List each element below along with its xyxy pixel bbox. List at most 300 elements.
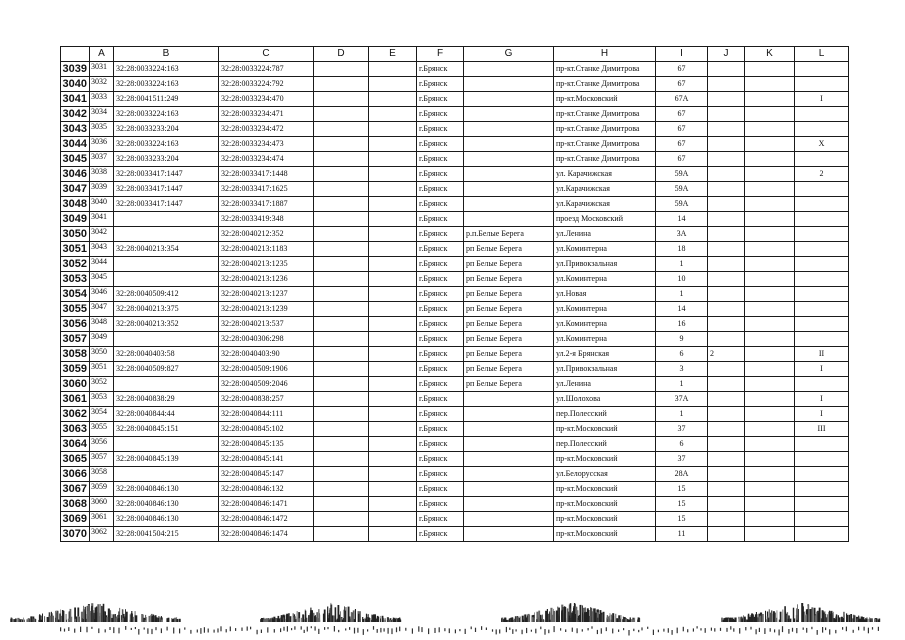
cell-b[interactable]: 32:28:0033233:204 [114, 122, 219, 137]
cell-i[interactable]: 1 [656, 257, 708, 272]
cell-c[interactable]: 32:28:0033234:471 [219, 107, 314, 122]
cell-f[interactable]: г.Брянск [417, 197, 464, 212]
cell-l[interactable] [795, 512, 849, 527]
row-number-cell[interactable]: 3042 [61, 107, 90, 122]
cell-c[interactable]: 32:28:0040212:352 [219, 227, 314, 242]
cell-b[interactable] [114, 467, 219, 482]
cell-f[interactable]: г.Брянск [417, 242, 464, 257]
cell-b[interactable]: 32:28:0041504:215 [114, 527, 219, 542]
cell-a[interactable]: 3047 [90, 302, 114, 317]
cell-c[interactable]: 32:28:0033417:1448 [219, 167, 314, 182]
cell-h[interactable]: пр-кт.Московский [554, 422, 656, 437]
cell-b[interactable]: 32:28:0033233:204 [114, 152, 219, 167]
cell-k[interactable] [745, 107, 795, 122]
cell-b[interactable]: 32:28:0033224:163 [114, 137, 219, 152]
column-header-f[interactable]: F [417, 47, 464, 62]
cell-g[interactable]: рп Белые Берега [464, 257, 554, 272]
cell-i[interactable]: 6 [656, 347, 708, 362]
row-number-cell[interactable]: 3055 [61, 302, 90, 317]
cell-l[interactable]: 2 [795, 167, 849, 182]
cell-e[interactable] [369, 92, 417, 107]
cell-j[interactable] [708, 332, 745, 347]
cell-e[interactable] [369, 197, 417, 212]
cell-e[interactable] [369, 122, 417, 137]
cell-b[interactable]: 32:28:0033417:1447 [114, 197, 219, 212]
cell-g[interactable] [464, 407, 554, 422]
cell-d[interactable] [314, 407, 369, 422]
cell-k[interactable] [745, 137, 795, 152]
column-header-j[interactable]: J [708, 47, 745, 62]
cell-h[interactable]: ул.Коминтерна [554, 317, 656, 332]
cell-c[interactable]: 32:28:0033234:474 [219, 152, 314, 167]
cell-h[interactable]: ул.Белорусская [554, 467, 656, 482]
cell-e[interactable] [369, 137, 417, 152]
cell-l[interactable] [795, 182, 849, 197]
cell-j[interactable] [708, 287, 745, 302]
cell-b[interactable] [114, 227, 219, 242]
cell-b[interactable] [114, 437, 219, 452]
cell-i[interactable]: 6 [656, 437, 708, 452]
cell-j[interactable] [708, 107, 745, 122]
cell-f[interactable]: г.Брянск [417, 167, 464, 182]
cell-a[interactable]: 3035 [90, 122, 114, 137]
cell-h[interactable]: пер.Полесский [554, 437, 656, 452]
cell-h[interactable]: ул.Ленина [554, 377, 656, 392]
cell-c[interactable]: 32:28:0040845:135 [219, 437, 314, 452]
cell-j[interactable]: 2 [708, 347, 745, 362]
cell-g[interactable]: рп Белые Берега [464, 332, 554, 347]
row-number-cell[interactable]: 3051 [61, 242, 90, 257]
cell-j[interactable] [708, 227, 745, 242]
cell-b[interactable]: 32:28:0040846:130 [114, 497, 219, 512]
row-number-cell[interactable]: 3043 [61, 122, 90, 137]
cell-k[interactable] [745, 242, 795, 257]
cell-f[interactable]: г.Брянск [417, 272, 464, 287]
cell-l[interactable] [795, 437, 849, 452]
cell-g[interactable]: рп Белые Берега [464, 287, 554, 302]
cell-g[interactable] [464, 212, 554, 227]
cell-l[interactable] [795, 497, 849, 512]
cell-h[interactable]: пр-кт.Станке Димитрова [554, 107, 656, 122]
cell-h[interactable]: ул.Привокзальная [554, 362, 656, 377]
cell-a[interactable]: 3032 [90, 77, 114, 92]
cell-e[interactable] [369, 347, 417, 362]
cell-l[interactable] [795, 122, 849, 137]
corner-cell[interactable] [61, 47, 90, 62]
cell-e[interactable] [369, 152, 417, 167]
cell-f[interactable]: г.Брянск [417, 512, 464, 527]
cell-d[interactable] [314, 107, 369, 122]
row-number-cell[interactable]: 3048 [61, 197, 90, 212]
row-number-cell[interactable]: 3061 [61, 392, 90, 407]
column-header-l[interactable]: L [795, 47, 849, 62]
cell-k[interactable] [745, 302, 795, 317]
cell-e[interactable] [369, 407, 417, 422]
cell-c[interactable]: 32:28:0040846:1471 [219, 497, 314, 512]
cell-f[interactable]: г.Брянск [417, 122, 464, 137]
cell-j[interactable] [708, 407, 745, 422]
cell-k[interactable] [745, 422, 795, 437]
cell-b[interactable]: 32:28:0040213:352 [114, 317, 219, 332]
cell-b[interactable]: 32:28:0041511:249 [114, 92, 219, 107]
cell-h[interactable]: пр-кт.Московский [554, 482, 656, 497]
cell-i[interactable]: 15 [656, 482, 708, 497]
cell-j[interactable] [708, 62, 745, 77]
cell-j[interactable] [708, 152, 745, 167]
cell-b[interactable]: 32:28:0040403:58 [114, 347, 219, 362]
cell-i[interactable]: 59А [656, 182, 708, 197]
cell-b[interactable]: 32:28:0040845:151 [114, 422, 219, 437]
cell-d[interactable] [314, 197, 369, 212]
cell-c[interactable]: 32:28:0040845:147 [219, 467, 314, 482]
cell-i[interactable]: 59А [656, 197, 708, 212]
cell-j[interactable] [708, 122, 745, 137]
cell-i[interactable]: 1 [656, 407, 708, 422]
cell-b[interactable]: 32:28:0033224:163 [114, 107, 219, 122]
cell-l[interactable] [795, 302, 849, 317]
cell-j[interactable] [708, 437, 745, 452]
cell-d[interactable] [314, 152, 369, 167]
cell-b[interactable] [114, 257, 219, 272]
cell-i[interactable]: 3 [656, 362, 708, 377]
cell-l[interactable] [795, 242, 849, 257]
cell-g[interactable] [464, 107, 554, 122]
cell-b[interactable]: 32:28:0033224:163 [114, 77, 219, 92]
cell-h[interactable]: пр-кт.Станке Димитрова [554, 77, 656, 92]
cell-b[interactable]: 32:28:0040846:130 [114, 512, 219, 527]
cell-i[interactable]: 67 [656, 122, 708, 137]
cell-k[interactable] [745, 377, 795, 392]
cell-k[interactable] [745, 197, 795, 212]
cell-h[interactable]: ул.Коминтерна [554, 332, 656, 347]
cell-e[interactable] [369, 107, 417, 122]
cell-b[interactable]: 32:28:0040509:412 [114, 287, 219, 302]
cell-b[interactable] [114, 332, 219, 347]
row-number-cell[interactable]: 3047 [61, 182, 90, 197]
cell-b[interactable]: 32:28:0033224:163 [114, 62, 219, 77]
cell-l[interactable]: I [795, 92, 849, 107]
cell-a[interactable]: 3052 [90, 377, 114, 392]
cell-j[interactable] [708, 527, 745, 542]
column-header-i[interactable]: I [656, 47, 708, 62]
cell-k[interactable] [745, 122, 795, 137]
cell-j[interactable] [708, 77, 745, 92]
cell-a[interactable]: 3054 [90, 407, 114, 422]
cell-e[interactable] [369, 302, 417, 317]
cell-f[interactable]: г.Брянск [417, 467, 464, 482]
cell-h[interactable]: пр-кт.Московский [554, 452, 656, 467]
cell-f[interactable]: г.Брянск [417, 317, 464, 332]
cell-c[interactable]: 32:28:0040509:1906 [219, 362, 314, 377]
cell-g[interactable]: рп Белые Берега [464, 317, 554, 332]
cell-l[interactable] [795, 332, 849, 347]
row-number-cell[interactable]: 3059 [61, 362, 90, 377]
cell-j[interactable] [708, 242, 745, 257]
cell-f[interactable]: г.Брянск [417, 377, 464, 392]
cell-j[interactable] [708, 137, 745, 152]
cell-a[interactable]: 3042 [90, 227, 114, 242]
cell-g[interactable] [464, 437, 554, 452]
cell-a[interactable]: 3043 [90, 242, 114, 257]
cell-d[interactable] [314, 527, 369, 542]
cell-a[interactable]: 3044 [90, 257, 114, 272]
cell-l[interactable] [795, 227, 849, 242]
cell-a[interactable]: 3057 [90, 452, 114, 467]
cell-i[interactable]: 37 [656, 422, 708, 437]
cell-l[interactable] [795, 467, 849, 482]
cell-g[interactable] [464, 467, 554, 482]
cell-j[interactable] [708, 197, 745, 212]
cell-g[interactable]: рп Белые Берега [464, 377, 554, 392]
cell-c[interactable]: 32:28:0040213:1183 [219, 242, 314, 257]
cell-j[interactable] [708, 497, 745, 512]
cell-e[interactable] [369, 452, 417, 467]
cell-c[interactable]: 32:28:0033234:473 [219, 137, 314, 152]
column-header-b[interactable]: B [114, 47, 219, 62]
cell-d[interactable] [314, 77, 369, 92]
cell-k[interactable] [745, 452, 795, 467]
cell-e[interactable] [369, 257, 417, 272]
cell-e[interactable] [369, 467, 417, 482]
cell-l[interactable]: III [795, 422, 849, 437]
cell-k[interactable] [745, 512, 795, 527]
cell-f[interactable]: г.Брянск [417, 152, 464, 167]
cell-a[interactable]: 3056 [90, 437, 114, 452]
cell-b[interactable]: 32:28:0040838:29 [114, 392, 219, 407]
cell-g[interactable] [464, 197, 554, 212]
cell-c[interactable]: 32:28:0040846:1474 [219, 527, 314, 542]
cell-e[interactable] [369, 497, 417, 512]
cell-j[interactable] [708, 257, 745, 272]
cell-b[interactable] [114, 377, 219, 392]
column-header-k[interactable]: K [745, 47, 795, 62]
cell-j[interactable] [708, 362, 745, 377]
cell-j[interactable] [708, 182, 745, 197]
cell-a[interactable]: 3036 [90, 137, 114, 152]
cell-b[interactable]: 32:28:0040846:130 [114, 482, 219, 497]
cell-j[interactable] [708, 377, 745, 392]
cell-f[interactable]: г.Брянск [417, 452, 464, 467]
cell-a[interactable]: 3053 [90, 392, 114, 407]
cell-d[interactable] [314, 377, 369, 392]
cell-f[interactable]: г.Брянск [417, 212, 464, 227]
cell-c[interactable]: 32:28:0033224:792 [219, 77, 314, 92]
row-number-cell[interactable]: 3068 [61, 497, 90, 512]
column-header-g[interactable]: G [464, 47, 554, 62]
cell-a[interactable]: 3046 [90, 287, 114, 302]
cell-c[interactable]: 32:28:0040845:102 [219, 422, 314, 437]
cell-i[interactable]: 18 [656, 242, 708, 257]
cell-l[interactable] [795, 107, 849, 122]
cell-f[interactable]: г.Брянск [417, 362, 464, 377]
cell-b[interactable]: 32:28:0040213:375 [114, 302, 219, 317]
cell-h[interactable]: пр-кт.Станке Димитрова [554, 122, 656, 137]
column-header-a[interactable]: A [90, 47, 114, 62]
cell-h[interactable]: пр-кт.Станке Димитрова [554, 137, 656, 152]
cell-a[interactable]: 3031 [90, 62, 114, 77]
row-number-cell[interactable]: 3054 [61, 287, 90, 302]
cell-k[interactable] [745, 347, 795, 362]
cell-l[interactable]: I [795, 362, 849, 377]
row-number-cell[interactable]: 3044 [61, 137, 90, 152]
cell-l[interactable] [795, 452, 849, 467]
cell-d[interactable] [314, 212, 369, 227]
cell-f[interactable]: г.Брянск [417, 257, 464, 272]
cell-k[interactable] [745, 212, 795, 227]
cell-h[interactable]: ул.Ленина [554, 227, 656, 242]
cell-a[interactable]: 3048 [90, 317, 114, 332]
row-number-cell[interactable]: 3069 [61, 512, 90, 527]
cell-i[interactable]: 16 [656, 317, 708, 332]
cell-c[interactable]: 32:28:0033417:1625 [219, 182, 314, 197]
cell-c[interactable]: 32:28:0040509:2046 [219, 377, 314, 392]
cell-k[interactable] [745, 182, 795, 197]
cell-g[interactable]: рп Белые Берега [464, 272, 554, 287]
cell-h[interactable]: пр-кт.Станке Димитрова [554, 152, 656, 167]
cell-k[interactable] [745, 497, 795, 512]
row-number-cell[interactable]: 3056 [61, 317, 90, 332]
cell-f[interactable]: г.Брянск [417, 62, 464, 77]
cell-i[interactable]: 3А [656, 227, 708, 242]
cell-g[interactable] [464, 182, 554, 197]
cell-a[interactable]: 3033 [90, 92, 114, 107]
row-number-cell[interactable]: 3052 [61, 257, 90, 272]
cell-k[interactable] [745, 272, 795, 287]
cell-l[interactable] [795, 287, 849, 302]
cell-h[interactable]: ул.Карачижская [554, 197, 656, 212]
cell-i[interactable]: 67 [656, 137, 708, 152]
cell-j[interactable] [708, 512, 745, 527]
cell-d[interactable] [314, 437, 369, 452]
cell-i[interactable]: 37А [656, 392, 708, 407]
row-number-cell[interactable]: 3065 [61, 452, 90, 467]
cell-a[interactable]: 3061 [90, 512, 114, 527]
cell-g[interactable] [464, 422, 554, 437]
row-number-cell[interactable]: 3067 [61, 482, 90, 497]
cell-e[interactable] [369, 377, 417, 392]
cell-e[interactable] [369, 227, 417, 242]
cell-i[interactable]: 67 [656, 62, 708, 77]
row-number-cell[interactable]: 3049 [61, 212, 90, 227]
row-number-cell[interactable]: 3062 [61, 407, 90, 422]
cell-d[interactable] [314, 452, 369, 467]
cell-i[interactable]: 59А [656, 167, 708, 182]
cell-d[interactable] [314, 392, 369, 407]
row-number-cell[interactable]: 3063 [61, 422, 90, 437]
cell-e[interactable] [369, 62, 417, 77]
row-number-cell[interactable]: 3039 [61, 62, 90, 77]
cell-i[interactable]: 10 [656, 272, 708, 287]
cell-l[interactable] [795, 317, 849, 332]
cell-a[interactable]: 3049 [90, 332, 114, 347]
cell-g[interactable] [464, 167, 554, 182]
cell-f[interactable]: г.Брянск [417, 437, 464, 452]
cell-i[interactable]: 67А [656, 92, 708, 107]
cell-c[interactable]: 32:28:0033419:348 [219, 212, 314, 227]
cell-a[interactable]: 3059 [90, 482, 114, 497]
cell-j[interactable] [708, 167, 745, 182]
cell-l[interactable] [795, 377, 849, 392]
cell-e[interactable] [369, 242, 417, 257]
cell-e[interactable] [369, 167, 417, 182]
cell-f[interactable]: г.Брянск [417, 302, 464, 317]
cell-d[interactable] [314, 122, 369, 137]
cell-i[interactable]: 14 [656, 212, 708, 227]
cell-a[interactable]: 3037 [90, 152, 114, 167]
cell-a[interactable]: 3058 [90, 467, 114, 482]
cell-c[interactable]: 32:28:0040844:111 [219, 407, 314, 422]
cell-h[interactable]: ул.Шолохова [554, 392, 656, 407]
cell-f[interactable]: г.Брянск [417, 287, 464, 302]
cell-j[interactable] [708, 392, 745, 407]
cell-e[interactable] [369, 317, 417, 332]
cell-h[interactable]: пр-кт.Московский [554, 512, 656, 527]
cell-g[interactable]: рп Белые Берега [464, 302, 554, 317]
cell-c[interactable]: 32:28:0033417:1887 [219, 197, 314, 212]
row-number-cell[interactable]: 3045 [61, 152, 90, 167]
cell-d[interactable] [314, 467, 369, 482]
cell-f[interactable]: г.Брянск [417, 482, 464, 497]
cell-g[interactable]: рп Белые Берега [464, 242, 554, 257]
cell-k[interactable] [745, 167, 795, 182]
cell-l[interactable] [795, 257, 849, 272]
cell-k[interactable] [745, 227, 795, 242]
cell-l[interactable] [795, 77, 849, 92]
cell-j[interactable] [708, 272, 745, 287]
column-header-d[interactable]: D [314, 47, 369, 62]
cell-a[interactable]: 3040 [90, 197, 114, 212]
cell-f[interactable]: г.Брянск [417, 107, 464, 122]
column-header-h[interactable]: H [554, 47, 656, 62]
cell-c[interactable]: 32:28:0040306:298 [219, 332, 314, 347]
cell-h[interactable]: пр-кт.Московский [554, 92, 656, 107]
cell-e[interactable] [369, 212, 417, 227]
cell-e[interactable] [369, 392, 417, 407]
cell-h[interactable]: проезд Московский [554, 212, 656, 227]
cell-g[interactable] [464, 137, 554, 152]
cell-a[interactable]: 3041 [90, 212, 114, 227]
cell-f[interactable]: г.Брянск [417, 332, 464, 347]
cell-k[interactable] [745, 482, 795, 497]
cell-f[interactable]: г.Брянск [417, 182, 464, 197]
cell-j[interactable] [708, 92, 745, 107]
cell-l[interactable] [795, 527, 849, 542]
cell-l[interactable] [795, 152, 849, 167]
cell-d[interactable] [314, 62, 369, 77]
cell-a[interactable]: 3050 [90, 347, 114, 362]
cell-d[interactable] [314, 287, 369, 302]
cell-d[interactable] [314, 272, 369, 287]
cell-g[interactable] [464, 452, 554, 467]
cell-h[interactable]: пер.Полесский [554, 407, 656, 422]
cell-l[interactable] [795, 272, 849, 287]
cell-e[interactable] [369, 77, 417, 92]
cell-c[interactable]: 32:28:0040213:1235 [219, 257, 314, 272]
cell-i[interactable]: 67 [656, 107, 708, 122]
cell-j[interactable] [708, 302, 745, 317]
cell-l[interactable] [795, 212, 849, 227]
cell-d[interactable] [314, 512, 369, 527]
cell-d[interactable] [314, 482, 369, 497]
cell-d[interactable] [314, 332, 369, 347]
cell-i[interactable]: 15 [656, 497, 708, 512]
cell-h[interactable]: ул.Коминтерна [554, 272, 656, 287]
cell-f[interactable]: г.Брянск [417, 422, 464, 437]
cell-b[interactable] [114, 272, 219, 287]
cell-c[interactable]: 32:28:0040846:1472 [219, 512, 314, 527]
cell-b[interactable]: 32:28:0033417:1447 [114, 182, 219, 197]
cell-i[interactable]: 14 [656, 302, 708, 317]
